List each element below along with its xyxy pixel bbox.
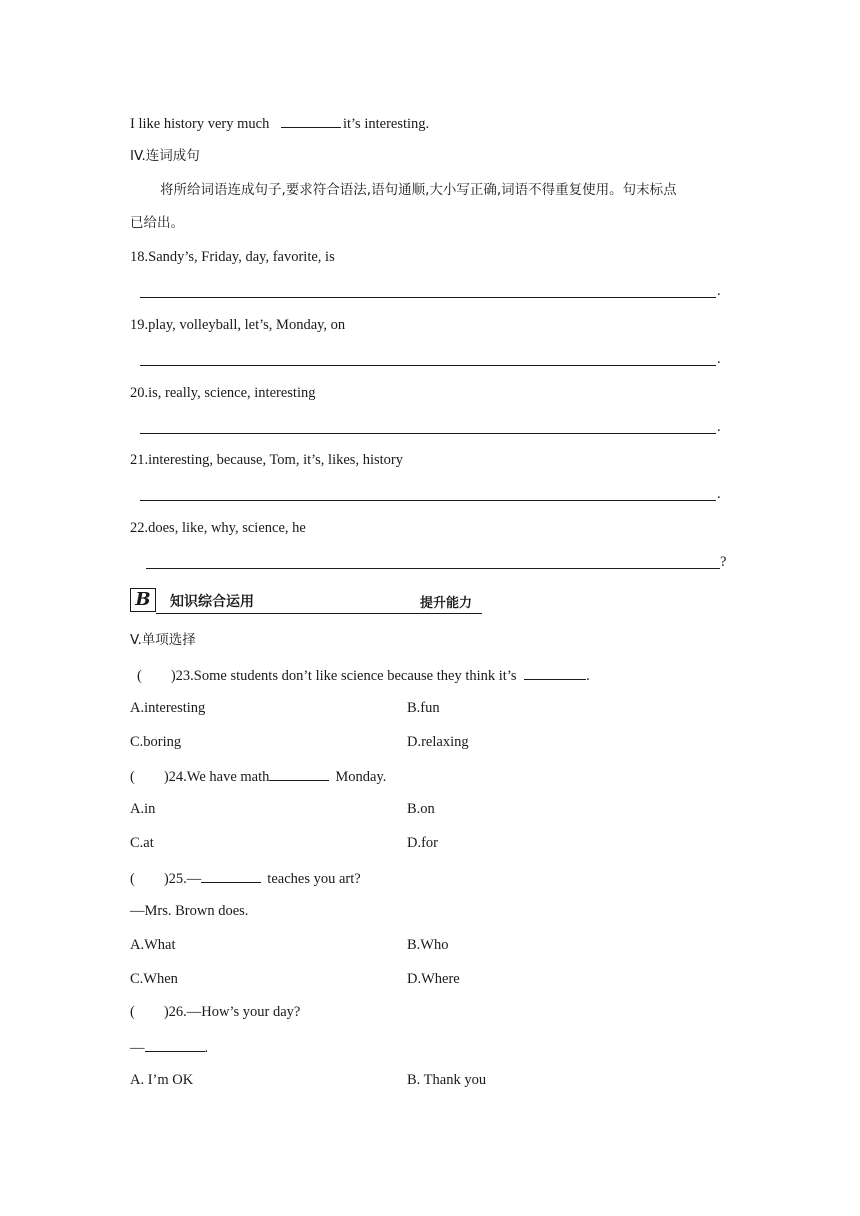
option-d[interactable]: D.relaxing	[407, 734, 469, 750]
reply-prefix: —	[130, 1040, 145, 1056]
sentence-after: it’s interesting.	[342, 116, 430, 132]
instruction-line-1: 将所给词语连成句子,要求符合语法,语句通顺,大小写正确,词语不得重复使用。句末标点	[160, 182, 677, 198]
answer-blank[interactable]	[524, 665, 586, 680]
question-stem: 26.—How’s your day?	[168, 1004, 301, 1020]
answer-blank[interactable]	[281, 113, 341, 128]
end-punctuation: ?	[720, 554, 727, 570]
question-after: Monday.	[335, 769, 387, 785]
instruction-line-2: 已给出。	[130, 215, 184, 231]
question-18: 18.Sandy’s, Friday, day, favorite, is	[130, 249, 335, 265]
option-a[interactable]: A. I’m OK	[130, 1072, 194, 1088]
question-25	[130, 868, 361, 888]
answer-line-19[interactable]	[140, 350, 730, 368]
end-punctuation: .	[717, 351, 721, 367]
end-punctuation: .	[717, 486, 721, 502]
option-d[interactable]: D.Where	[407, 971, 460, 987]
end-punctuation: .	[717, 283, 721, 299]
option-a[interactable]: A.What	[130, 937, 176, 953]
question-26	[130, 1003, 300, 1021]
b-badge-icon: B	[130, 588, 156, 612]
option-c[interactable]: C.boring	[130, 734, 182, 750]
fill-in-sentence	[130, 113, 429, 133]
option-a[interactable]: A.in	[130, 801, 156, 817]
answer-blank[interactable]	[201, 868, 261, 883]
question-stem: 25.—	[168, 871, 202, 887]
option-b[interactable]: B.on	[407, 801, 435, 817]
banner-title: 知识综合运用	[170, 594, 254, 610]
question-20: 20.is, really, science, interesting	[130, 385, 316, 401]
question-after: teaches you art?	[267, 871, 361, 887]
option-a[interactable]: A.interesting	[130, 700, 206, 716]
option-b[interactable]: B.Who	[407, 937, 449, 953]
dialogue-reply: —Mrs. Brown does.	[130, 903, 249, 919]
question-24	[130, 766, 386, 786]
answer-line-22[interactable]	[146, 553, 736, 571]
answer-paren[interactable]: ( )	[130, 1004, 169, 1020]
option-c[interactable]: C.at	[130, 835, 154, 851]
section-banner	[130, 588, 482, 614]
end-punctuation: .	[717, 419, 721, 435]
question-end: .	[586, 668, 590, 684]
answer-line-18[interactable]	[140, 282, 730, 300]
answer-paren[interactable]: ( )	[137, 668, 176, 684]
question-21: 21.interesting, because, Tom, it’s, likes, history	[130, 452, 403, 468]
dialogue-reply	[130, 1037, 208, 1057]
question-stem: 23.Some students don’t like science because they think it’s	[175, 668, 517, 684]
answer-paren[interactable]: ( )	[130, 769, 169, 785]
question-23	[137, 665, 590, 685]
question-stem: 24.We have math	[168, 769, 270, 785]
option-d[interactable]: D.for	[407, 835, 439, 851]
answer-line-21[interactable]	[140, 485, 730, 503]
section-heading-iv: IV.连词成句	[130, 148, 200, 164]
reply-end: .	[204, 1040, 209, 1056]
question-22: 22.does, like, why, science, he	[130, 520, 306, 536]
answer-blank[interactable]	[269, 766, 329, 781]
question-19: 19.play, volleyball, let’s, Monday, on	[130, 317, 346, 333]
option-b[interactable]: B. Thank you	[407, 1072, 487, 1088]
sentence-before: I like history very much	[130, 116, 270, 132]
answer-line-20[interactable]	[140, 418, 730, 436]
answer-paren[interactable]: ( )	[130, 871, 169, 887]
section-heading-v: V.单项选择	[130, 632, 196, 648]
option-c[interactable]: C.When	[130, 971, 178, 987]
option-b[interactable]: B.fun	[407, 700, 440, 716]
answer-blank[interactable]	[145, 1037, 205, 1052]
banner-subtitle: 提升能力	[420, 596, 473, 611]
